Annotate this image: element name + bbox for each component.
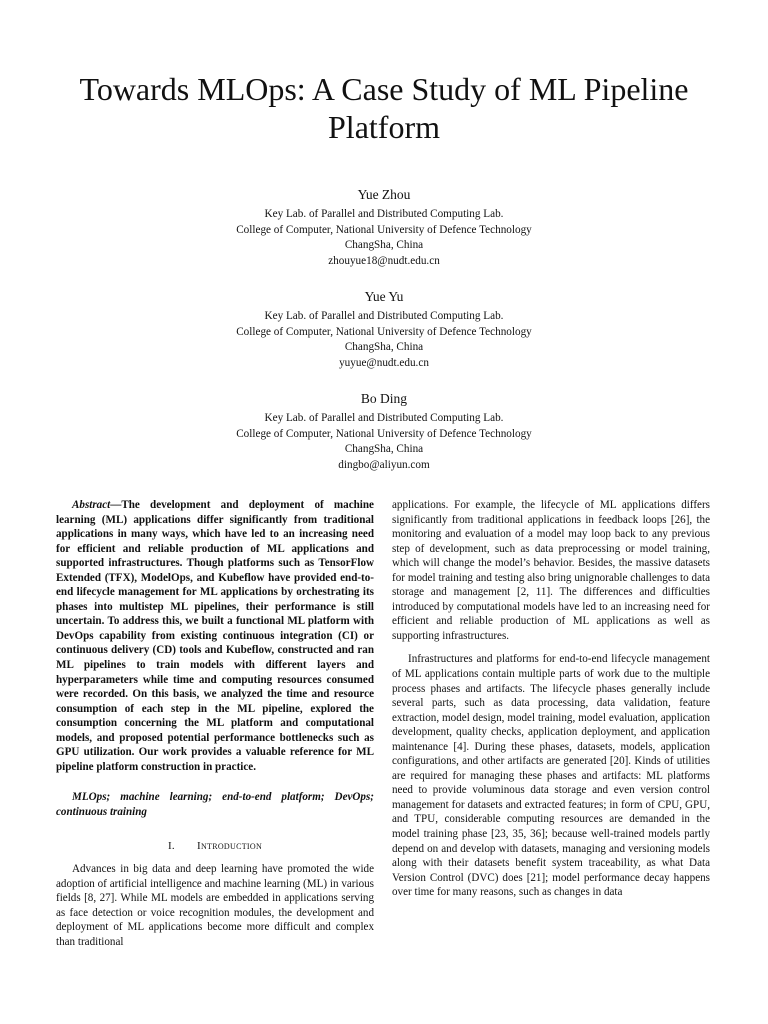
section-title: Introduction [196,840,263,853]
author-name: Bo Ding [360,391,408,406]
author-location: ChangSha, China [344,341,424,353]
author-location: ChangSha, China [344,443,424,455]
abstract-label: Abstract [72,499,111,511]
author-college: College of Computer, National University of Defence Technology [236,325,532,338]
abstract [56,498,374,774]
author-block-1 [100,186,668,269]
author-email: yuyue@nudt.edu.cn [339,356,429,369]
body-paragraph-continued: applications. For example, the lifecycle of ML applications differs significantly from traditional applications in feedback loops [26], the monitoring and evaluation of a model may loop back to any previous step of development, such as data preprocessing or model training, which will change the model’s behavior. Besides, the massive datasets for model training and testing also bring unignorable challenges to data storage and management [2, 11]. The differences and difficulties introduced by computational models have led to an increasing need for efficient and reliable production of ML applications as well as supporting infrastructures. [392,499,710,642]
author-name: Yue Zhou [357,187,411,202]
author-lab: Key Lab. of Parallel and Distributed Computing Lab. [264,412,504,424]
author-email: zhouyue18@nudt.edu.cn [328,254,440,267]
body-paragraph-2: Infrastructures and platforms for end-to-end lifecycle management of ML applications contain multiple parts of work due to the multiple process phases and artifacts. The lifecycle phases generally include several parts, such as data processing, data validation, feature extraction, model design, model training, model evaluation, application development, quality checks, application deployment, and application maintenance [4]. During these phases, datasets, models, application configurations, and other artifacts are generated [20]. Kinds of utilities are required for managing these phases and artifacts: ML platforms need to provide voluminous data storage and even version control management for datasets and extracted features; in form of CPU, GPU, and TPU, considerable computing resources are demanded in the model training phase [23, 35, 36]; because well-trained models partly depend on and develop with datasets, managing and versioning models along with their datasets benefit system traceability, as what Data Version Control (DVC) does [21]; model performance decay happens over time for many reasons, such as changes in data [392,653,710,899]
abstract-text: —The development and deployment of machine learning (ML) applications differ significantly from traditional applications in many ways, which have led to an increasing need for efficient and reliable production of ML applications and supported infrastructures. Though platforms such as TensorFlow Extended (TFX), ModelOps, and Kubeflow have provided end-to-end lifecycle management for ML applications by orchestrating its phases into multistep ML pipelines, their performance is still uncertain. To address this, we built a functional ML platform with DevOps capability from existing continuous integration (CI) or continuous delivery (CD) tools and Kubeflow, constructed and ran ML pipelines to train models with different layers and hyperparameters while time and computing resources consumed were recorded. On this basis, we analyzed the time and resource consumption of each step in the ML pipeline, explored the consumption concerning the ML platform and computational models, and proposed potential performance bottlenecks such as GPU utilization. Our work provides a valuable reference for ML pipeline platform construction in practice. [56,499,374,773]
keywords: MLOps; machine learning; end-to-end platform; DevOps; continuous training [56,791,374,818]
author-email: dingbo@aliyun.com [338,458,430,471]
author-location: ChangSha, China [344,239,424,251]
author-name: Yue Yu [364,289,404,304]
author-lab: Key Lab. of Parallel and Distributed Computing Lab. [264,208,504,220]
author-lab: Key Lab. of Parallel and Distributed Computing Lab. [264,310,504,322]
author-college: College of Computer, National University of Defence Technology [236,427,532,440]
paper-title: Towards MLOps: A Case Study of ML Pipeline Platform [79,71,689,145]
left-column [56,498,374,949]
author-block-2 [100,288,668,371]
author-block-3 [100,390,668,473]
section-heading-introduction [56,839,374,854]
intro-paragraph-1: Advances in big data and deep learning have promoted the wide adoption of artificial intelligence and machine learning (ML) in various fields [8, 27]. While ML models are embedded in applications serving as face detection or voice recognition modules, the development and deployment of ML applications become more difficult and complex than traditional [56,863,374,948]
section-number: I. [167,840,175,853]
author-college: College of Computer, National University of Defence Technology [236,223,532,236]
right-column [392,498,710,900]
